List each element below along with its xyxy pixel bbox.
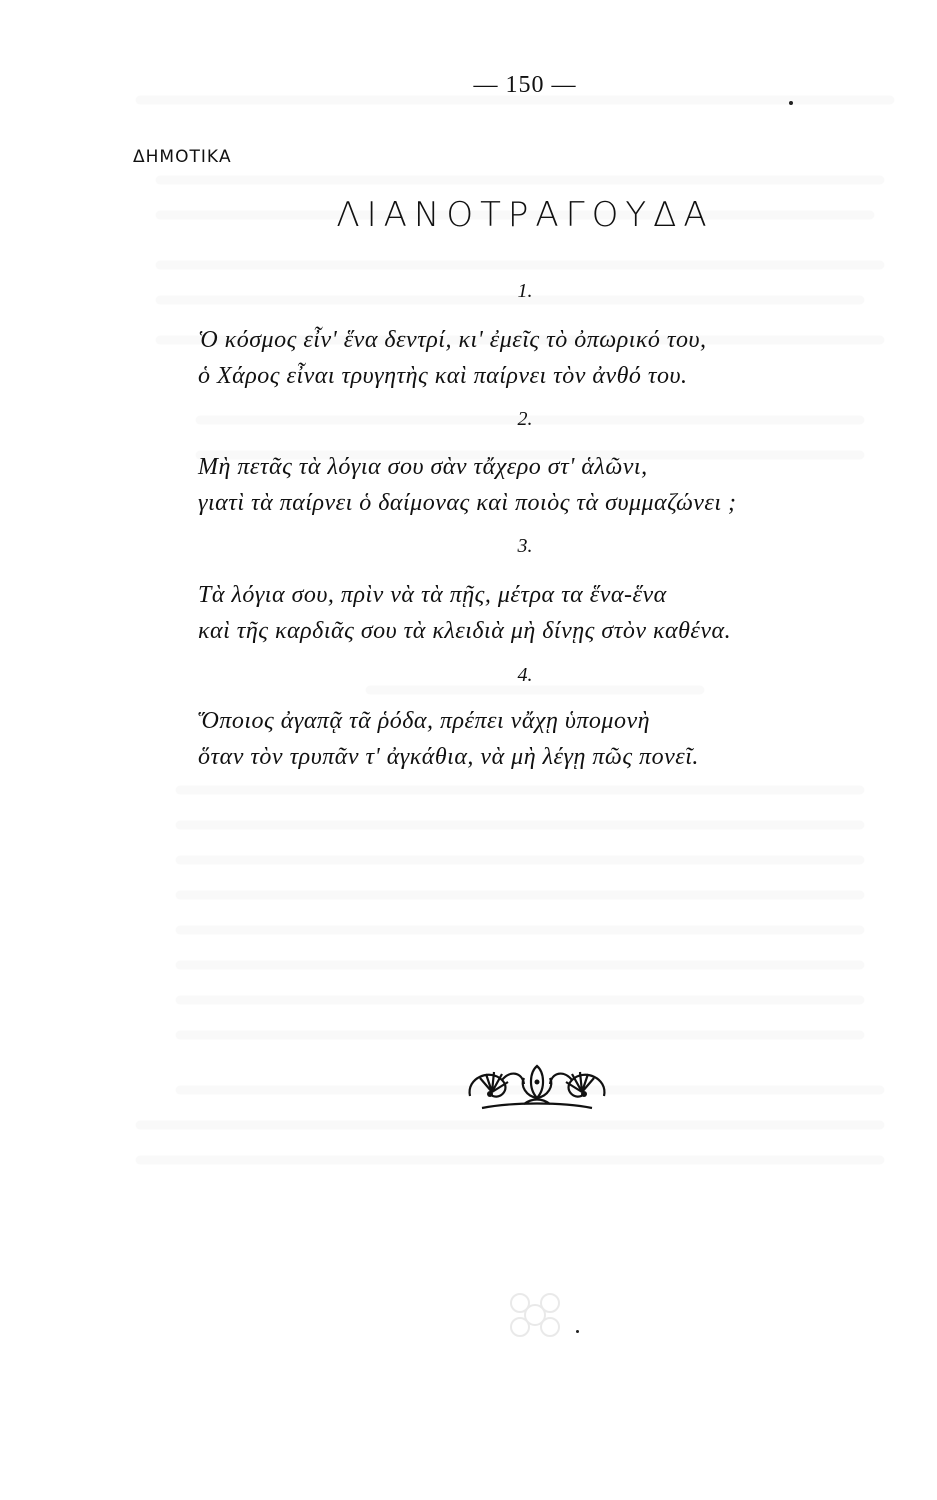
stanza-number: 1. — [517, 280, 533, 302]
verse-line: ὁ Χάρος εἶναι τρυγητὴς καὶ παίρνει τὸν ἀνθό του. — [198, 363, 688, 389]
verse-line: Μὴ πετᾶς τὰ λόγια σου σὰν τἄχερο στ' ἁλῶνι, — [198, 454, 648, 480]
stanza-number: 3. — [517, 535, 533, 557]
verse-line: γιατὶ τὰ παίρνει ὁ δαίμονας καὶ ποιὸς τὰ συμμαζώνει ; — [198, 490, 737, 516]
verse-line: καὶ τῆς καρδιᾶς σου τὰ κλειδιὰ μὴ δίνῃς στὸν καθένα. — [198, 618, 732, 644]
verse-line: Ὅποιος ἀγαπᾷ τᾶ ῥόδα, πρέπει νἄχῃ ὑπομονὴ — [198, 708, 651, 734]
faint-ornament-icon — [500, 1285, 570, 1345]
stanza-number: 4. — [517, 664, 533, 686]
section-label: ΔΗΜΟΤΙΚΑ — [133, 147, 232, 167]
page-title: ΛΙΑΝΟΤΡΑΓΟΥΔΑ — [336, 195, 714, 235]
page-number: — 150 — — [473, 72, 577, 98]
ink-dot — [576, 1330, 579, 1333]
verse-line: Τὰ λόγια σου, πρὶν νὰ τὰ πῇς, μέτρα τα ἕνα-ἕνα — [198, 582, 667, 608]
ornament-icon — [462, 1058, 612, 1113]
ink-dot — [789, 101, 793, 105]
stanza-number: 2. — [517, 408, 533, 430]
verse-line: ὅταν τὸν τρυπᾶν τ' ἀγκάθια, νὰ μὴ λέγῃ πῶς πονεῖ. — [198, 744, 699, 770]
verse-line: Ὁ κόσμος εἶν' ἕνα δεντρί, κι' ἐμεῖς τὸ ὀπωρικό του, — [198, 327, 707, 353]
